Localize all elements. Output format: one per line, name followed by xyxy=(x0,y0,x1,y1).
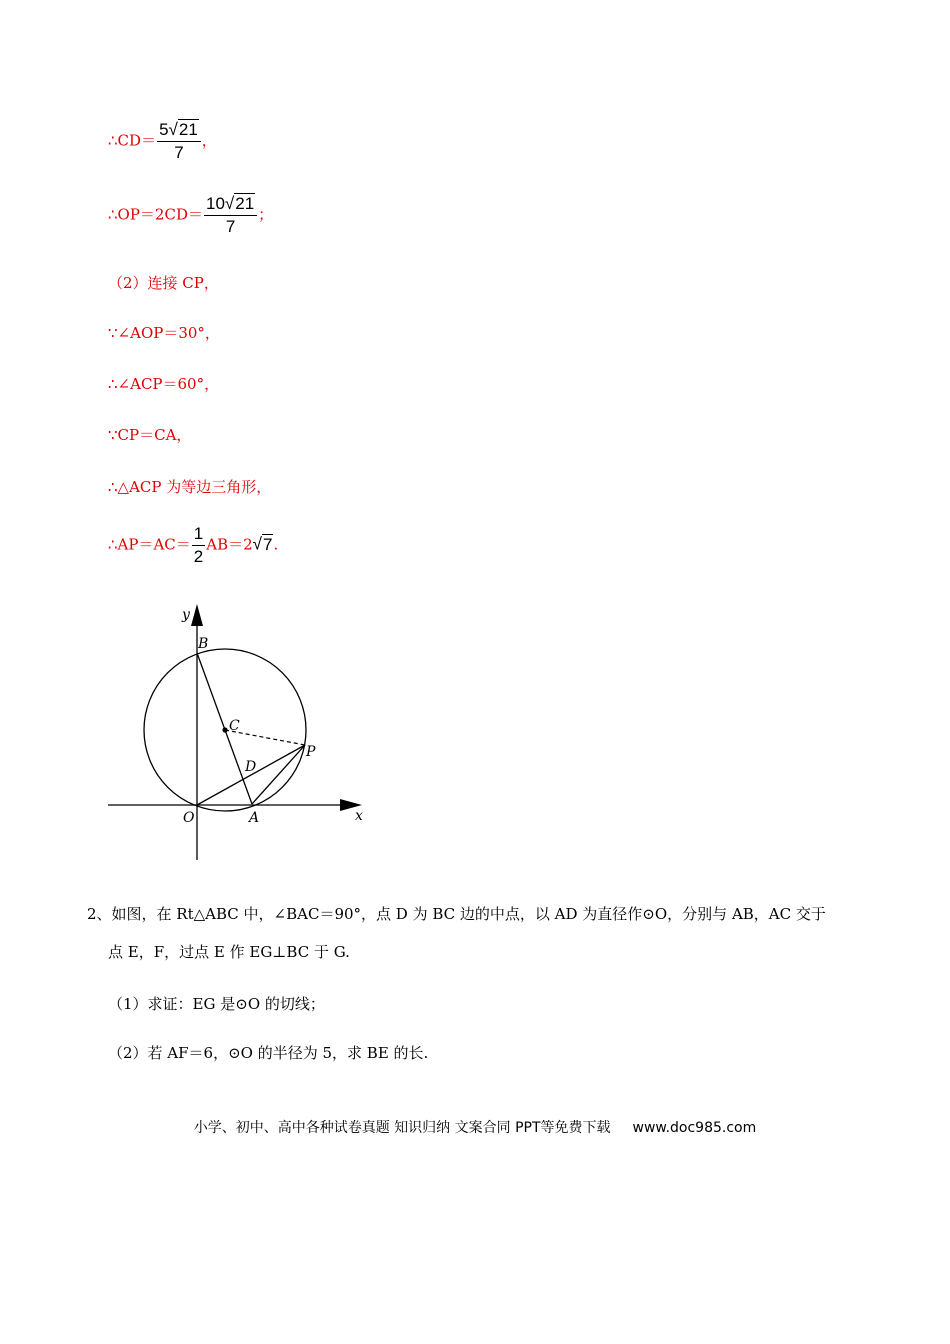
question-2-part-1: （1）求证：EG 是⊙O 的切线； xyxy=(108,995,325,1013)
op-radicand: 21 xyxy=(235,194,255,213)
question-2-part-2: （2）若 AF＝6，⊙O 的半径为 5，求 BE 的长. xyxy=(108,1044,429,1062)
cd-suffix: ， xyxy=(201,131,217,150)
segments xyxy=(197,653,305,805)
solution-line-connect-cp: （2）连接 CP， xyxy=(108,274,219,292)
ap-sqrt: √7 xyxy=(252,534,273,554)
ap-middle: AB＝2 xyxy=(206,535,253,554)
cd-num-coef: 5 xyxy=(159,120,169,139)
solution-line-angle-acp: ∴∠ACP＝60°， xyxy=(108,375,220,393)
label-o: O xyxy=(183,810,195,826)
op-sqrt: √21 xyxy=(224,194,255,213)
segment-ap xyxy=(252,745,305,804)
label-b: B xyxy=(198,636,209,652)
cd-prefix: ∴CD＝ xyxy=(108,131,157,150)
footer-url[interactable]: www.doc985.com xyxy=(632,1120,757,1136)
page-footer xyxy=(0,1117,950,1137)
solution-line-cp-ca: ∵CP＝CA， xyxy=(108,426,192,444)
cd-sqrt: √21 xyxy=(168,120,198,139)
label-y: y xyxy=(182,607,190,623)
cd-radicand: 21 xyxy=(178,120,198,139)
op-num-coef: 10 xyxy=(205,194,225,213)
cd-denominator: 7 xyxy=(174,143,184,162)
ap-suffix: . xyxy=(273,535,279,554)
solution-line-angle-aop: ∵∠AOP＝30°， xyxy=(108,324,220,342)
ap-prefix: ∴AP＝AC＝ xyxy=(108,535,191,554)
question-2-line-1: 2、如图，在 Rt△ABC 中，∠BAC＝90°，点 D 为 BC 边的中点，以 AD 为直径作⊙O，分别与 AB，AC 交于 xyxy=(87,905,826,923)
label-p: P xyxy=(306,744,316,760)
question-2-line-2: 点 E，F，过点 E 作 EG⊥BC 于 G. xyxy=(108,943,350,961)
op-denominator: 7 xyxy=(225,217,236,236)
ap-denominator: 2 xyxy=(193,547,204,566)
segment-op xyxy=(197,745,305,805)
point-c xyxy=(222,727,227,732)
label-x: x xyxy=(355,808,363,824)
ap-numerator: 1 xyxy=(192,524,205,546)
ap-radicand: 7 xyxy=(263,534,273,554)
label-c: C xyxy=(229,718,240,734)
label-a: A xyxy=(249,810,260,826)
label-d: D xyxy=(245,759,257,775)
op-prefix: ∴OP＝2CD＝ xyxy=(108,205,203,224)
y-axis-arrow xyxy=(191,604,203,626)
solution-line-equilateral: ∴△ACP 为等边三角形， xyxy=(108,478,272,496)
op-suffix: ； xyxy=(258,205,274,224)
footer-text: 小学、初中、高中各种试卷真题 知识归纳 文案合同 PPT等免费下载 xyxy=(193,1120,611,1136)
